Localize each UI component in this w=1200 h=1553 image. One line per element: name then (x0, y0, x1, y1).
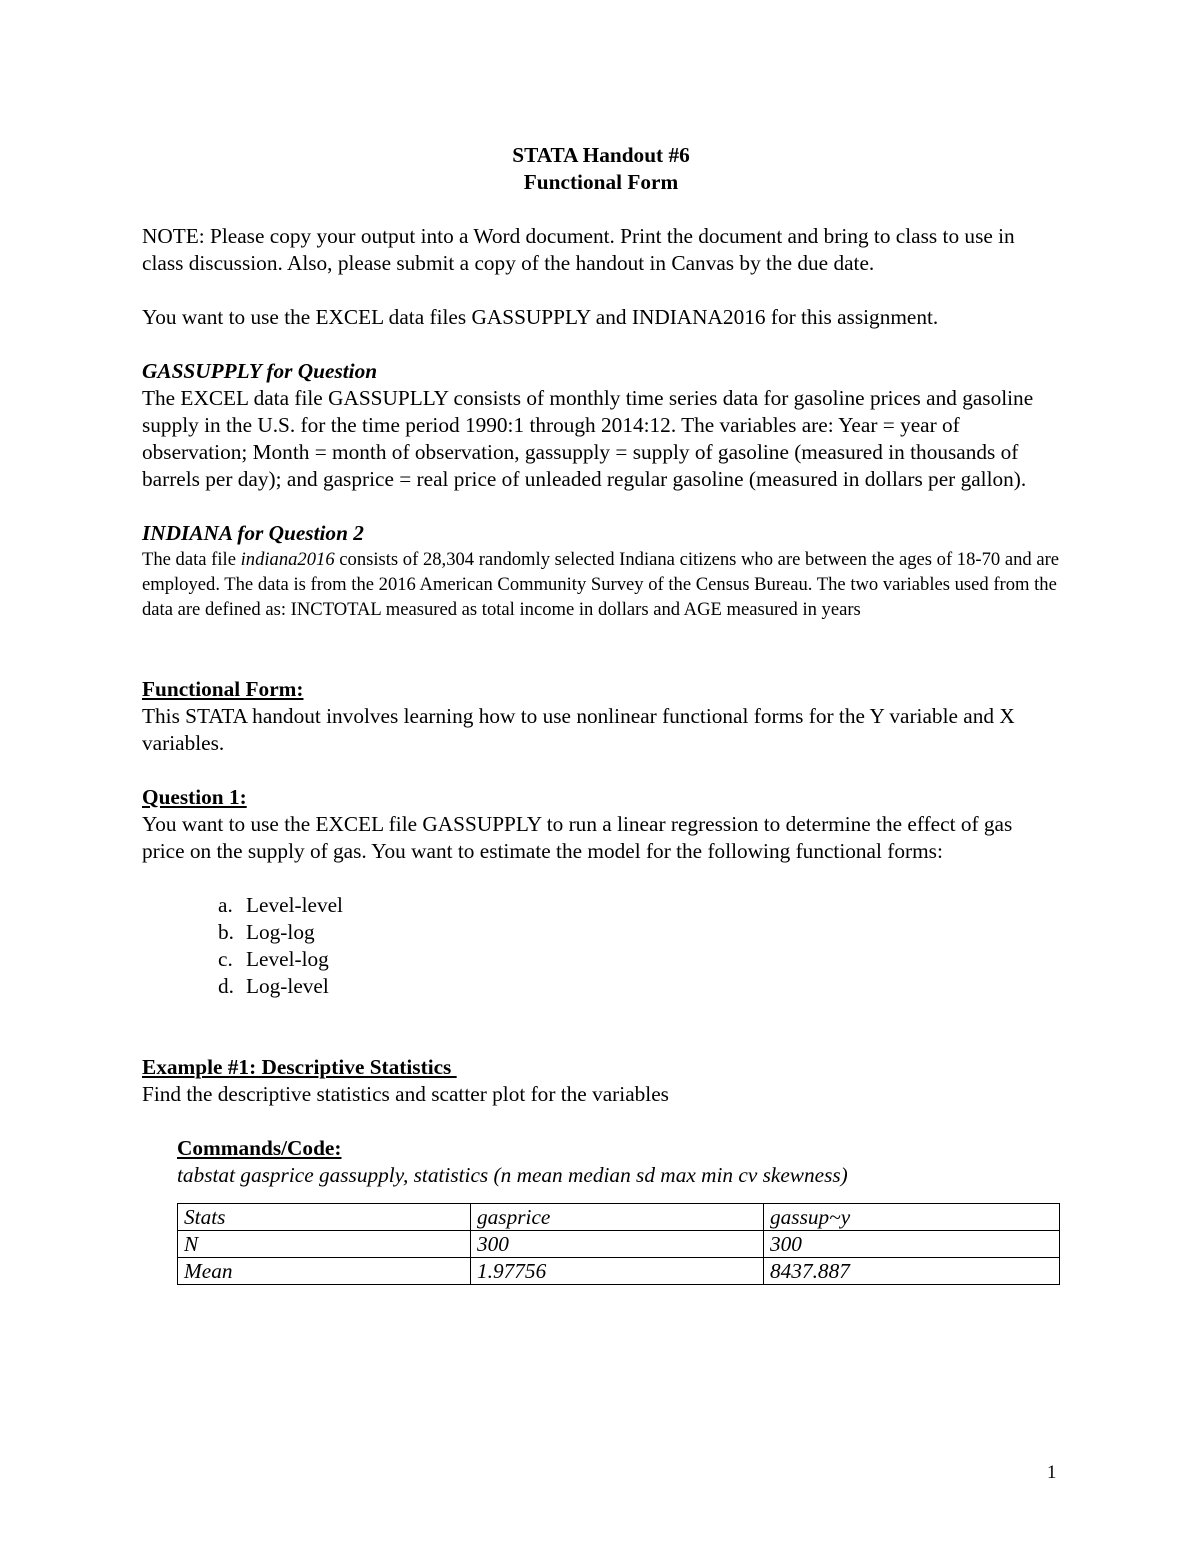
commands-block (177, 1135, 1060, 1189)
list-marker: c. (218, 947, 233, 971)
question1-description: You want to use the EXCEL file GASSUPPLY to run a linear regression to determine the effect of gas price on the supply of gas. You want to estimate the model for the following functional forms: (142, 812, 1013, 863)
files-intro-paragraph: You want to use the EXCEL data files GASSUPPLY and INDIANA2016 for this assignment. (142, 305, 939, 329)
list-item (218, 892, 1060, 919)
document-page (142, 142, 1060, 1285)
table-row (178, 1258, 1060, 1285)
indiana-heading: INDIANA for Question 2 (142, 521, 364, 545)
title-block (142, 142, 1060, 196)
table-cell: gasprice (471, 1204, 764, 1231)
functional-form-description: This STATA handout involves learning how to use nonlinear functional forms for the Y variable and X variables. (142, 704, 1015, 755)
table-cell: 1.97756 (471, 1258, 764, 1285)
list-marker: a. (218, 893, 233, 917)
page-number: 1 (1047, 1462, 1057, 1483)
list-item-label: Level-level (246, 893, 343, 917)
question1-heading: Question 1: (142, 785, 247, 809)
table-cell: N (178, 1231, 471, 1258)
example1-description: Find the descriptive statistics and scatter plot for the variables (142, 1082, 669, 1106)
table-cell: Stats (178, 1204, 471, 1231)
list-marker: d. (218, 974, 234, 998)
commands-heading: Commands/Code: (177, 1136, 342, 1160)
stata-command: tabstat gasprice gassupply, statistics (n mean median sd max min cv skewness) (177, 1163, 848, 1187)
gassupply-description: The EXCEL data file GASSUPLLY consists of monthly time series data for gasoline prices and gasoline supply in the U.S. for the time period 1990:1 through 2014:12. The variables are: Year = year of observation; Month = month of observation, gassupply = supply of gasoline (measured in thousands of barrels per day); and gasprice = real price of unleaded regular gasoline (measured in dollars per gallon). (142, 386, 1034, 491)
list-item-label: Level-log (246, 947, 329, 971)
list-item-label: Log-log (246, 920, 315, 944)
list-marker: b. (218, 920, 234, 944)
table-cell: 300 (764, 1231, 1060, 1258)
indiana-file-name: indiana2016 (240, 549, 335, 570)
table-row (178, 1231, 1060, 1258)
list-item (218, 946, 1060, 973)
table-cell: 300 (471, 1231, 764, 1258)
table-cell: gassup~y (764, 1204, 1060, 1231)
note-paragraph: NOTE: Please copy your output into a Word document. Print the document and bring to class to use in class discussion. Also, please submit a copy of the handout in Canvas by the due date. (142, 224, 1015, 275)
list-item (218, 919, 1060, 946)
table-cell: 8437.887 (764, 1258, 1060, 1285)
indiana-description (142, 547, 1060, 622)
table-cell: Mean (178, 1258, 471, 1285)
indiana-body-prefix: The data file (142, 549, 241, 570)
descriptive-stats-table (177, 1203, 1060, 1285)
functional-form-heading: Functional Form: (142, 677, 304, 701)
document-title: STATA Handout #6 (512, 143, 690, 167)
gassupply-heading: GASSUPPLY for Question (142, 359, 378, 383)
table-row (178, 1204, 1060, 1231)
document-subtitle: Functional Form (523, 170, 679, 194)
list-item-label: Log-level (246, 974, 329, 998)
list-item (218, 973, 1060, 1000)
functional-forms-list (142, 892, 1060, 1000)
indiana-body-suffix: consists of 28,304 randomly selected Indiana citizens who are between the ages of 18-70 and are employed. The data is from the 2016 American Community Survey of the Census Bureau. The two variables used from the data are defined as: INCTOTAL measured as total income in dollars and AGE measured in years (142, 549, 1060, 620)
example1-heading: Example #1: Descriptive Statistics (142, 1055, 457, 1079)
